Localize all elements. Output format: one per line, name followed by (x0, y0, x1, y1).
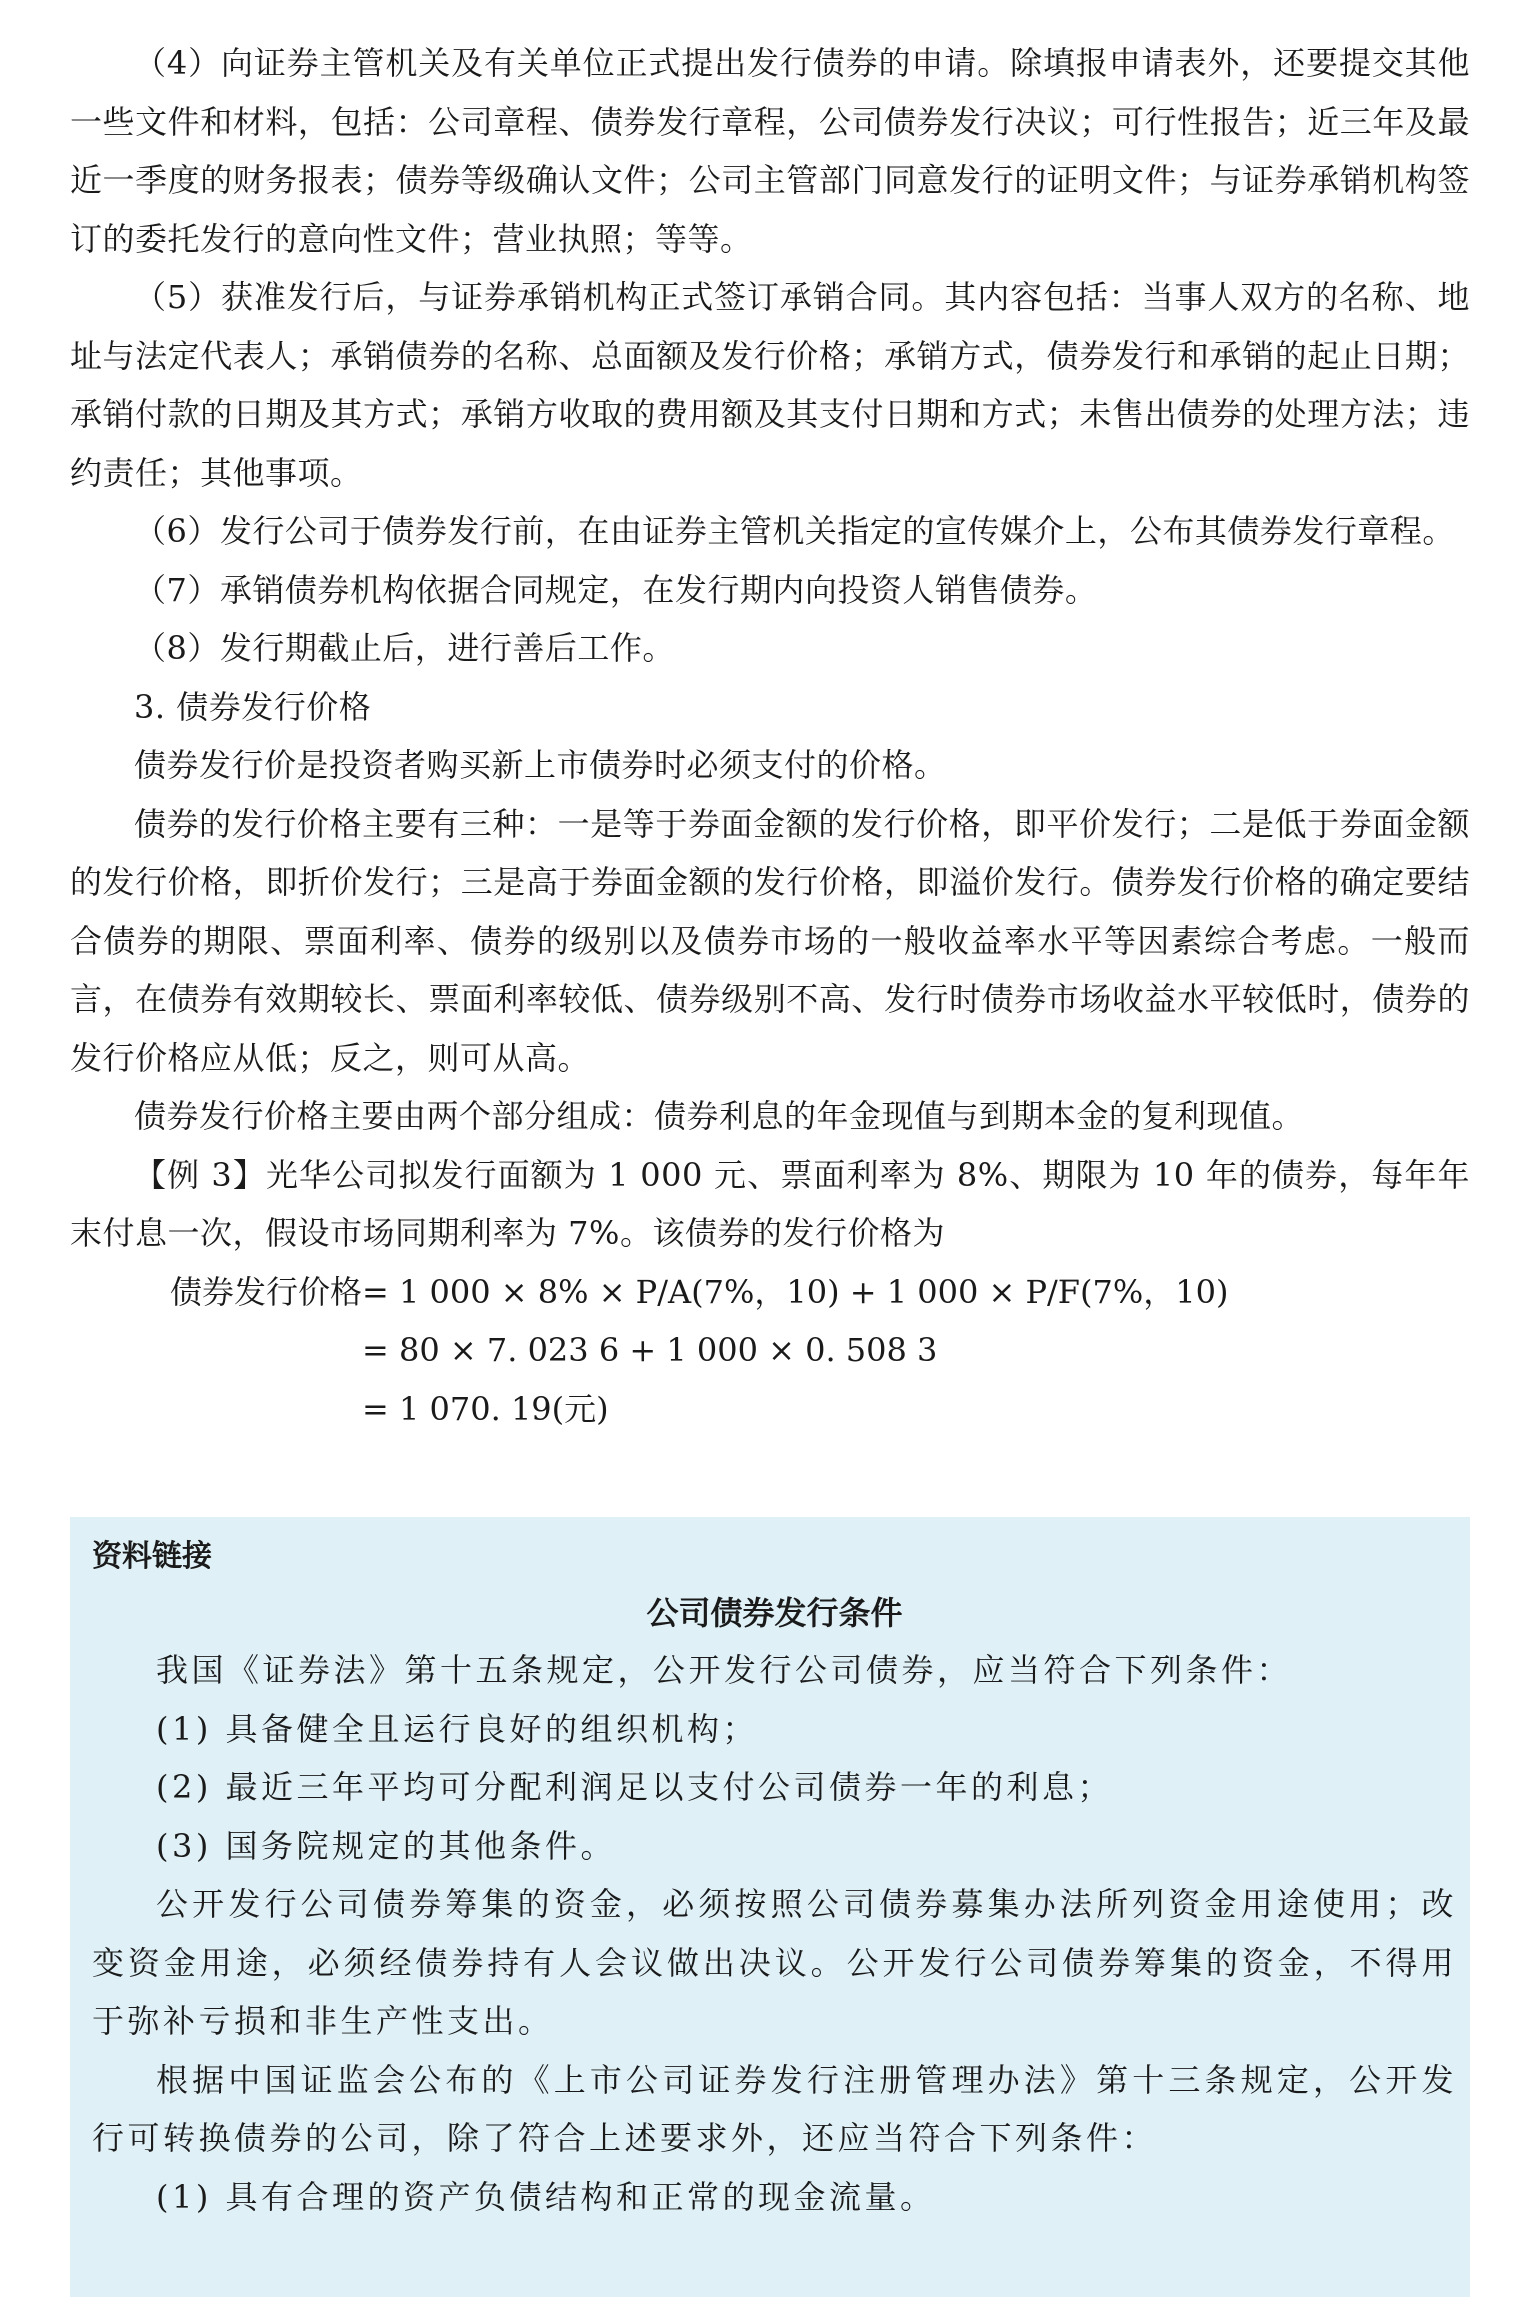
paragraph-step-4: （4）向证券主管机关及有关单位正式提出发行债券的申请。除填报申请表外，还要提交其他一些文件和材料，包括：公司章程、债券发行章程，公司债券发行决议；可行性报告；近三年及最近一季度的财务报表；债券等级确认文件；公司主管部门同意发行的证明文件；与证券承销机构签订的委托发行的意向性文件；营业执照；等等。 (70, 44, 1470, 258)
info-link-box (70, 1517, 1470, 2297)
formula-line-2 (70, 1321, 1470, 1380)
formula-label: 债券发行价格 (169, 1272, 362, 1311)
formula-expression-1: = 1 000 × 8% × P/A(7%，10) + 1 000 × P/F(7%，10) (362, 1272, 1229, 1311)
box-title: 公司债券发行条件 (646, 1594, 903, 1632)
box-paragraph-convertible: 根据中国证监会公布的《上市公司证券发行注册管理办法》第十三条规定，公开发行可转换债券的公司，除了符合上述要求外，还应当符合下列条件： (92, 2060, 1457, 2157)
formula-result: = 1 070. 19(元) (362, 1389, 609, 1428)
box-paragraph-funds: 公开发行公司债券筹集的资金，必须按照公司债券募集办法所列资金用途使用；改变资金用途，必须经债券持有人会议做出决议。公开发行公司债券筹集的资金，不得用于弥补亏损和非生产性支出。 (92, 1885, 1457, 2040)
paragraph-step-8: （8）发行期截止后，进行善后工作。 (134, 629, 675, 667)
paragraph-step-7: （7）承销债券机构依据合同规定，在发行期内向投资人销售债券。 (134, 570, 1098, 609)
box-condition-2: (2) 最近三年平均可分配利润足以支付公司债券一年的利息； (156, 1768, 1114, 1806)
box-tag: 资料链接 (92, 1539, 212, 1574)
formula-line-3 (70, 1380, 1470, 1439)
box-paragraph-1: 我国《证券法》第十五条规定，公开发行公司债券，应当符合下列条件： (156, 1651, 1293, 1689)
formula-line-1 (70, 1263, 1470, 1322)
paragraph-price-components: 债券发行价格主要由两个部分组成：债券利息的年金现值与到期本金的复利现值。 (134, 1097, 1305, 1135)
box-condition-1: (1) 具备健全且运行良好的组织机构； (156, 1709, 759, 1748)
paragraph-step-5: （5）获准发行后，与证券承销机构正式签订承销合同。其内容包括：当事人双方的名称、地址与法定代表人；承销债券的名称、总面额及发行价格；承销方式，债券发行和承销的起止日期；承销付款的日期及其方式；承销方收取的费用额及其支付日期和方式；未售出债券的处理方法；违约责任；其他事项。 (70, 278, 1470, 492)
paragraph-price-definition: 债券发行价是投资者购买新上市债券时必须支付的价格。 (134, 746, 947, 784)
paragraph-step-6: （6）发行公司于债券发行前，在由证券主管机关指定的宣传媒介上，公布其债券发行章程。 (134, 512, 1455, 550)
formula-expression-2: = 80 × 7. 023 6 + 1 000 × 0. 508 3 (362, 1331, 938, 1369)
paragraph-example-3: 【例 3】光华公司拟发行面额为 1 000 元、票面利率为 8%、期限为 10 年的债券，每年年末付息一次，假设市场同期利率为 7%。该债券的发行价格为 (70, 1155, 1470, 1252)
box-convertible-condition-1: (1) 具有合理的资产负债结构和正常的现金流量。 (156, 2177, 936, 2216)
paragraph-price-types: 债券的发行价格主要有三种：一是等于券面金额的发行价格，即平价发行；二是低于券面金额的发行价格，即折价发行；三是高于券面金额的发行价格，即溢价发行。债券发行价格的确定要结合债券的期限、票面利率、债券的级别以及债券市场的一般收益率水平等因素综合考虑。一般而言，在债券有效期较长、票面利率较低、债券级别不高、发行时债券市场收益水平较低时，债券的发行价格应从低；反之，则可从高。 (70, 804, 1470, 1077)
section-heading: 3. 债券发行价格 (134, 687, 372, 726)
main-text (70, 34, 1470, 1438)
box-condition-3: (3) 国务院规定的其他条件。 (156, 1826, 617, 1865)
